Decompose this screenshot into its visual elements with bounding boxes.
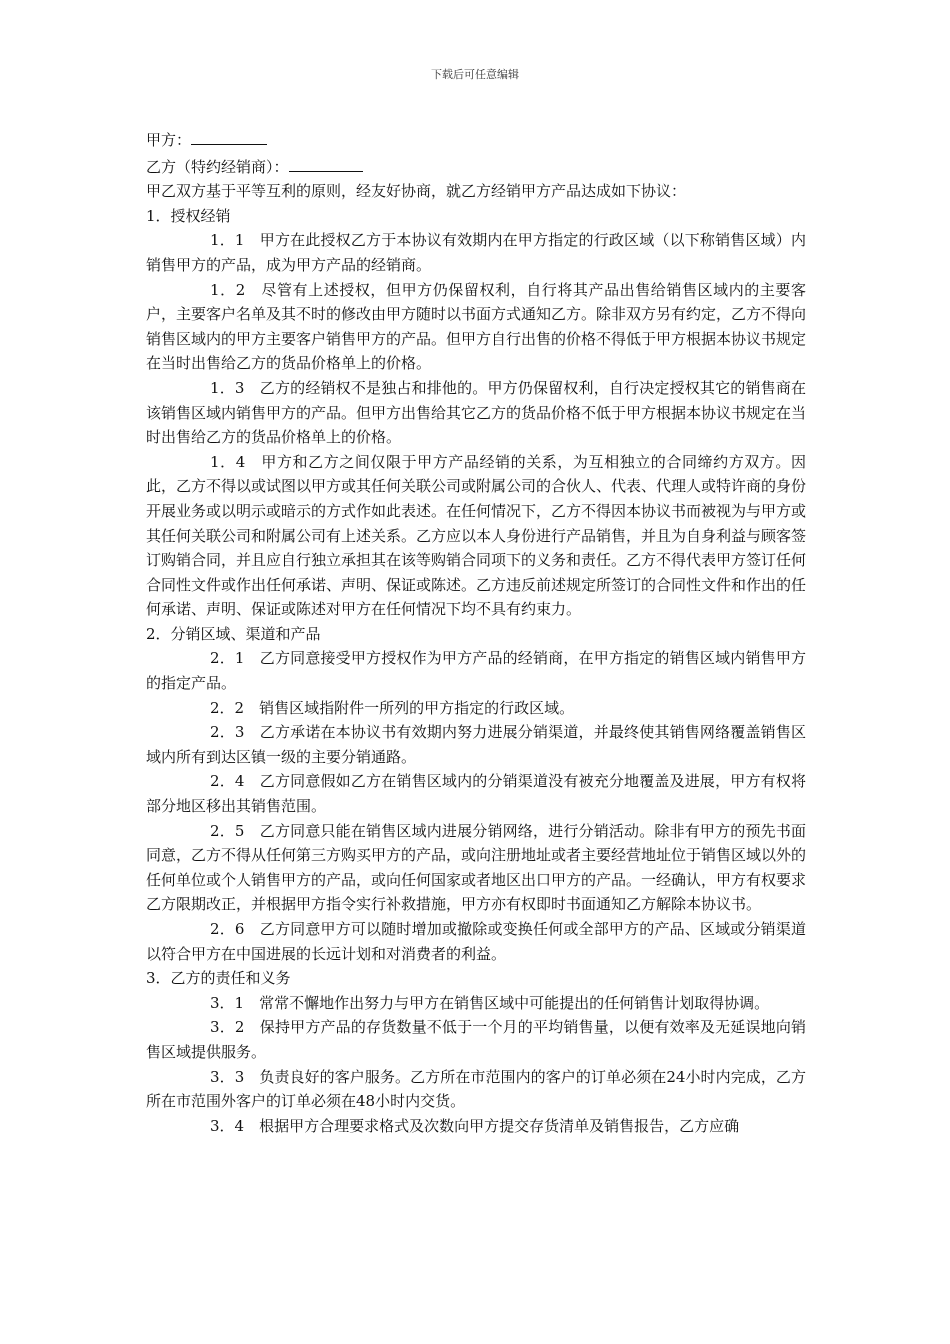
agreement-body bbox=[146, 126, 806, 1138]
party-a-blank bbox=[191, 126, 267, 145]
party-b-label: 乙方（特约经销商）： bbox=[146, 157, 289, 176]
clause-3-3: 3．3 负责良好的客户服务。乙方所在市范围内的客户的订单必须在24小时内完成，乙方所在市范围外客户的订单必须在48小时内交货。 bbox=[146, 1067, 806, 1111]
clause-2-6: 2．6 乙方同意甲方可以随时增加或撤除或变换任何或全部甲方的产品、区域或分销渠道以符合甲方在中国进展的长远计划和对消费者的利益。 bbox=[146, 920, 806, 963]
section-heading: 3．乙方的责任和义务 bbox=[146, 969, 291, 988]
party-a-label: 甲方： bbox=[146, 131, 192, 149]
clause-2-3: 2．3 乙方承诺在本协议书有效期内努力进展分销渠道，并最终使其销售网络覆盖销售区域内所有到达区镇一级的主要分销通路。 bbox=[146, 723, 806, 766]
clause-1-1: 1．1 甲方在此授权乙方于本协议有效期内在甲方指定的行政区域（以下称销售区域）内销售甲方的产品，成为甲方产品的经销商。 bbox=[146, 231, 806, 274]
clause-1-4: 1．4 甲方和乙方之间仅限于甲方产品经销的关系，为互相独立的合同缔约方双方。因此，乙方不得以或试图以甲方或其任何关联公司或附属公司的合伙人、代表、代理人或特许商的身份开展业务或以明示或暗示的方式作如此表述。在任何情况下，乙方不得因本协议书而被视为与甲方或其任何关联公司和附属公司有上述关系。乙方应以本人身份进行产品销售，并且为自身利益与顾客签订购销合同，并且应自行独立承担其在该等购销合同项下的义务和责任。乙方不得代表甲方签订任何合同性文件或作出任何承诺、声明、保证或陈述。乙方违反前述规定所签订的合同性文件和作出的任何承诺、声明、保证或陈述对甲方在任何情况下均不具有约束力。 bbox=[146, 452, 807, 619]
header-note: 下载后可任意编辑 bbox=[431, 68, 519, 81]
party-a-line bbox=[146, 126, 806, 153]
clause-3-2: 3．2 保持甲方产品的存货数量不低于一个月的平均销售量，以便有效率及无延误地向销售区域提供服务。 bbox=[146, 1018, 806, 1061]
clause-2-2: 2．2 销售区域指附件一所列的甲方指定的行政区域。 bbox=[210, 698, 575, 717]
clause-1-2: 1．2 尽管有上述授权，但甲方仍保留权利，自行将其产品出售给销售区域内的主要客户，主要客户名单及其不时的修改由甲方随时以书面方式通知乙方。除非双方另有约定，乙方不得向销售区域内的甲方主要客户销售甲方的产品。但甲方自行出售的价格不得低于甲方根据本协议书规定在当时出售给乙方的货品价格单上的价格。 bbox=[146, 280, 807, 373]
section-heading: 1．授权经销 bbox=[146, 206, 231, 225]
clause-1-3: 1．3 乙方的经销权不是独占和排他的。甲方仍保留权利，自行决定授权其它的销售商在该销售区域内销售甲方的产品。但甲方出售给其它乙方的货品价格不低于甲方根据本协议书规定在当时出售给乙方的货品价格单上的价格。 bbox=[146, 378, 807, 447]
section-heading: 2．分销区域、渠道和产品 bbox=[146, 624, 321, 643]
clause-3-1: 3．1 常常不懈地作出努力与甲方在销售区域中可能提出的任何销售计划取得协调。 bbox=[210, 993, 770, 1012]
clause-2-4: 2．4 乙方同意假如乙方在销售区域内的分销渠道没有被充分地覆盖及进展，甲方有权将部分地区移出其销售范围。 bbox=[146, 772, 806, 816]
clause-2-1: 2．1 乙方同意接受甲方授权作为甲方产品的经销商，在甲方指定的销售区域内销售甲方的指定产品。 bbox=[146, 649, 806, 693]
party-b-line bbox=[146, 153, 806, 180]
party-b-blank bbox=[289, 153, 363, 172]
clause-2-5: 2．5 乙方同意只能在销售区域内进展分销网络，进行分销活动。除非有甲方的预先书面同意，乙方不得从任何第三方购买甲方的产品，或向注册地址或者主要经营地址位于销售区域以外的任何单位或个人销售甲方的产品，或向任何国家或者地区出口甲方的产品。一经确认，甲方有权要求乙方限期改正，并根据甲方指令实行补救措施，甲方亦有权即时书面通知乙方解除本协议书。 bbox=[146, 821, 807, 914]
intro-paragraph: 甲乙双方基于平等互利的原则，经友好协商，就乙方经销甲方产品达成如下协议： bbox=[146, 182, 687, 201]
clause-3-4: 3．4 根据甲方合理要求格式及次数向甲方提交存货清单及销售报告，乙方应确 bbox=[210, 1116, 740, 1135]
